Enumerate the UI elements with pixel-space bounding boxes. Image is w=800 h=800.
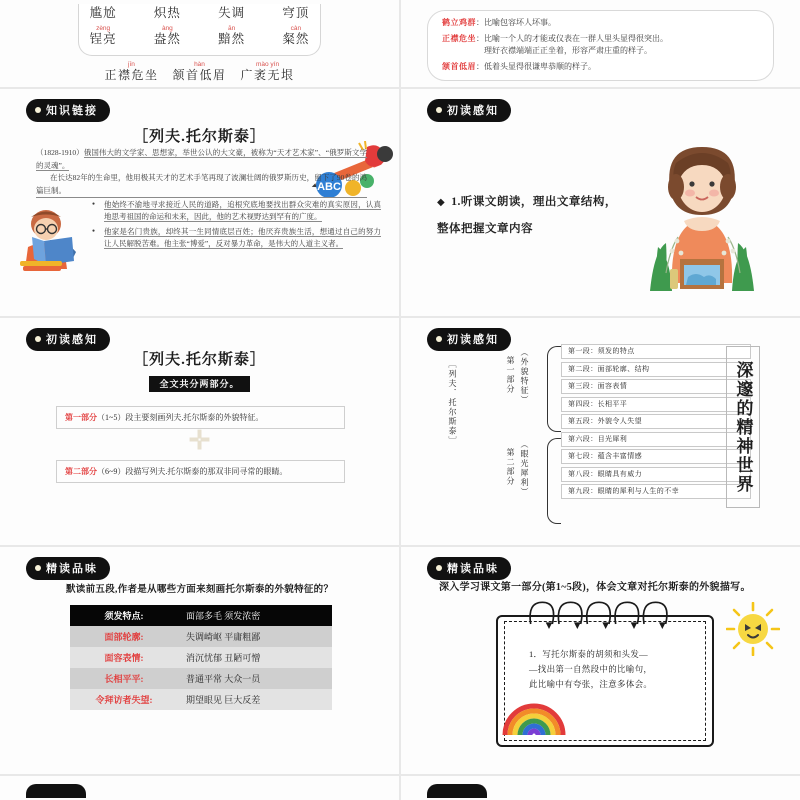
badge-label: 精读品味 [447,563,499,575]
definition-separator: ： [476,61,484,71]
pinyin: càn [290,25,302,32]
table-cell-aspect: 面容表情: [104,653,144,663]
diamond-bullet-icon: ◆ [437,197,446,208]
definition-item [442,61,759,74]
table-row [70,689,332,710]
definition-item [442,33,759,58]
vocab-cell [208,6,256,21]
idiom-cell [104,61,158,83]
pinyin: jīn [128,61,135,68]
note-text [529,647,689,692]
vocab-cell [272,25,320,47]
table-cell-aspect: 须发特点: [104,611,144,621]
definition-separator: ： [476,33,484,43]
list-item: 第二段：面部轮廓、结构 [561,362,751,377]
pinyin: zèng [96,25,111,32]
list-item [92,226,381,250]
idiom-cell [241,61,295,83]
bullet-text: 他始终不渝地寻求接近人民的道路，追根究底地要找出群众灾难的真实原因，认真地思考祖国的命运和未来，因此，他的艺术视野达到罕有的广度。 [104,200,381,221]
definition-text: 比喻包容坏人坏事。 [484,18,556,27]
pinyin: mào yín [255,61,280,68]
slide-note-card[interactable] [401,547,800,774]
vocab-cell [208,25,256,47]
slide-definitions[interactable] [401,0,800,87]
badge-dot-icon [35,565,41,571]
theme-title-box [726,346,760,508]
hanzi: 广袤无垠 [240,68,295,82]
slide-vocabulary[interactable] [0,0,399,87]
table-row [70,668,332,689]
hanzi: 正襟危坐 [104,68,159,82]
badge-label: 精读品味 [46,563,98,575]
definition-text: 比喻一个人的才能或仪表在一群人里头显得很突出。 [484,33,668,43]
appearance-feature-table [70,605,332,710]
badge-dot-icon [35,107,41,113]
badge-close-reading [26,557,110,580]
vocabulary-row-1 [79,6,320,21]
definition-text-group [484,33,759,58]
bullet-text: 他家是名门贵族，却终其一生同情底层百姓；他厌弃贵族生活，想通过自己的努力让人民解脱苦难。他主张“博爱”，反对暴力革命，是伟大的人道主义者。 [104,227,381,248]
svg-text:ABC: ABC [317,181,341,193]
table-cell-aspect: 长相平平: [104,674,144,684]
theme-title-vertical: 深邃的精神世界 [733,360,753,494]
list-item: 第八段：眼睛具有威力 [561,467,751,482]
task-line-1: 1.听课文朗读，理出文章结构， [451,196,617,208]
table-cell-detail: 面部多毛 须发浓密 [186,611,261,621]
badge-pill [26,99,110,122]
hanzi: 黯然 [218,32,246,46]
biography-bullet-list [92,199,381,253]
brace-part-one [547,346,561,432]
table-cell-detail: 普通平常 大众一员 [186,674,261,684]
list-item: 第九段：眼睛的犀利与人生的不幸 [561,484,751,499]
definition-separator: ： [476,18,484,27]
vocabulary-row-2 [79,25,320,47]
badge-pill [427,557,511,580]
table-row [70,605,332,626]
list-item: 第三段：面容表情 [561,379,751,394]
biography-paragraph-2: 在长达82年的生命里，他用极其天才的艺术手笔再现了波澜壮阔的俄罗斯历史，留下了90卷的鸿篇巨制。 [36,172,367,198]
part-two-box [56,460,345,483]
table-row [70,626,332,647]
plus-icon: ✛ [188,426,211,455]
part-one-text: （1~5）段主要刻画列夫.托尔斯泰的外貌特征。 [97,413,264,422]
hanzi: 锃亮 [89,32,117,46]
table-cell-detail: 失调崎岖 平庸粗鄙 [186,632,261,642]
badge-label: 初读感知 [447,105,499,117]
badge-dot-icon [436,107,442,113]
hanzi: 颔首低眉 [172,68,227,82]
note-line-1: 1．写托尔斯泰的胡须和头发— [529,649,648,659]
badge-dot-icon [436,565,442,571]
badge-label: 初读感知 [46,334,98,346]
badge-pill-cropped [427,784,487,798]
badge-label: 知识链接 [46,105,98,117]
vocabulary-box [78,4,321,56]
part-two-label: 第二部分 [65,467,97,476]
idiom-row [0,61,399,83]
list-item: 第一段：须发的特点 [561,344,751,359]
pinyin: ān [228,25,236,32]
part-one-vertical-label: 第一部分 [506,356,515,394]
rainbow-icon [501,697,567,737]
page-title: ［列夫.托尔斯泰］ [133,129,266,145]
definition-subtext: 理好衣襟端端正正坐着，形容严肃庄重的样子。 [484,46,652,55]
vocab-cell [143,6,191,21]
part-two-feature-vertical-label: （眼光犀利） [520,440,529,497]
slide-next-right[interactable] [401,776,800,800]
vocab-cell [272,6,320,21]
definition-item [442,17,759,30]
slide-text-structure[interactable] [0,318,399,545]
brace-part-two [547,438,561,524]
definitions-box [427,10,774,81]
hanzi: 炽热 [153,6,181,20]
definition-text: 低着头显得很谦卑恭顺的样子。 [484,61,596,71]
question-text: 深入学习课文第一部分(第1~5段)，体会文章对托尔斯泰的外貌描写。 [439,582,751,593]
hanzi: 盎然 [153,32,181,46]
list-item [92,199,381,223]
list-item: 第四段：长相平平 [561,397,751,412]
pinyin: àng [161,25,173,32]
definition-term: 正襟危坐 [442,33,476,43]
page-title: ［列夫.托尔斯泰］ [133,352,266,368]
slide-appearance-table[interactable] [0,547,399,774]
note-line-3: 此比喻中有夸张，注意多体会。 [529,679,653,689]
subtitle-banner [0,374,399,392]
badge-close-reading [427,557,511,580]
hanzi: 失调 [218,6,246,20]
idiom-cell [172,61,226,83]
badge-dot-icon [35,336,41,342]
vocabulary-content [0,4,399,83]
badge-pill [427,99,511,122]
subtitle-label: 全文共分两部分。 [149,376,249,392]
list-item: 第五段：外貌令人失望 [561,414,751,429]
table-cell-detail: 消沉忧郁 丑陋可憎 [186,653,261,663]
part-two-vertical-label: 第二部分 [506,448,515,486]
biography-paragraph-1: 俄国伟大的文学家、思想家，举世公认的大文豪，被称为“天才艺术家”、“俄罗斯文学的灵魂”。 [36,148,368,170]
vocab-cell [79,6,127,21]
table-cell-aspect: 面部轮廓: [104,632,144,642]
outline-diagram [401,318,800,545]
vocab-cell [143,25,191,47]
book-title-vertical: ［列夫．托尔斯泰］ [448,360,457,446]
slide-first-reading-listen[interactable] [401,89,800,316]
badge-knowledge-link [26,99,110,122]
part-one-label: 第一部分 [65,413,97,422]
hanzi: 穹顶 [282,6,310,20]
slide-next-left[interactable] [0,776,399,800]
definition-term: 鹤立鸡群 [442,18,476,27]
pinyin: hàn [194,61,205,68]
segment-list [561,344,751,502]
part-one-feature-vertical-label: （外貌特征） [520,348,529,405]
hanzi: 尴尬 [89,6,117,20]
badge-first-reading [427,99,511,122]
question-text: 默读前五段,作者是从哪些方面来刻画托尔斯泰的外貌特征的？ [66,585,334,595]
biography-paragraphs [36,147,367,198]
badge-pill [26,557,110,580]
part-two-text: （6~9）段描写列夫.托尔斯泰的那双非同寻常的眼睛。 [97,467,288,476]
slide-outline-diagram[interactable] [401,318,800,545]
sun-icon [726,602,780,656]
slide-knowledge-link[interactable] [0,89,399,316]
notebook-rings-icon [519,599,679,629]
badge-label: 初读感知 [447,334,499,346]
definition-term: 颔首低眉 [442,61,476,71]
teacher-illustration [632,141,772,291]
badge-pill-cropped [26,784,86,798]
table-cell-detail: 期望眼见 巨大反差 [186,695,261,705]
birth-death-years: （1828-1910） [36,148,84,157]
table-row [70,647,332,668]
list-item: 第六段：目光犀利 [561,432,751,447]
table-cell-aspect: 令拜访者失望: [95,695,153,705]
vocab-cell [79,25,127,47]
list-item: 第七段：蕴含丰富情感 [561,449,751,464]
note-line-2: —找出第一自然段中的比喻句， [529,664,653,674]
hanzi: 粲然 [282,32,310,46]
task-line-2: 整体把握文章内容 [437,223,533,235]
reading-boy-illustration [14,207,88,273]
